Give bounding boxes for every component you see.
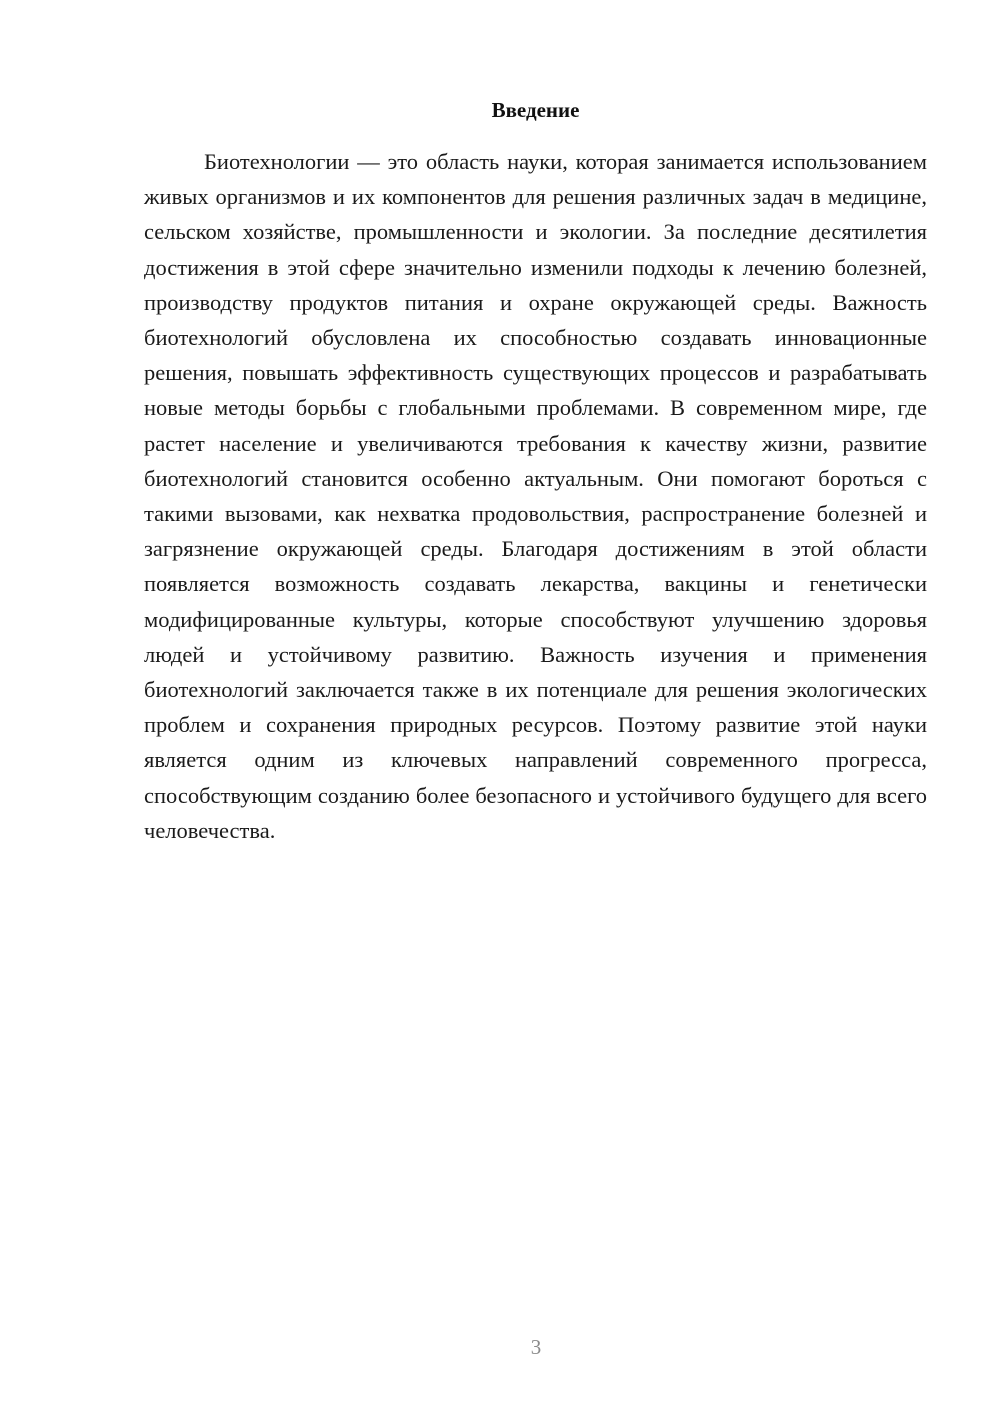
body-paragraph: Биотехнологии — это область науки, которая занимается использованием живых организмов и их компонентов для решения различных задач в медицине, сельском хозяйстве, промышленности и экологии. За последние десятилетия достижения в этой сфере значительно изменили подходы к лечению болезней, производству продуктов питания и охране окружающей среды. Важность биотехнологий обусловлена их способностью создавать инновационные решения, повышать эффективность существующих процессов и разрабатывать новые методы борьбы с глобальными проблемами. В современном мире, где растет население и увеличиваются требования к качеству жизни, развитие биотехнологий становится особенно актуальным. Они помогают бороться с такими вызовами, как нехватка продовольствия, распространение болезней и загрязнение окружающей среды. Благодаря достижениям в этой области появляется возможность создавать лекарства, вакцины и генетически модифицированные культуры, которые способствуют улучшению здоровья людей и устойчивому развитию. Важность изучения и применения биотехнологий заключается также в их потенциале для решения экологических проблем и сохранения природных ресурсов. Поэтому развитие этой науки является одним из ключевых направлений современного прогресса, способствующим созданию более безопасного и устойчивого будущего для всего человечества. (144, 149, 927, 843)
section-title: Введение (491, 98, 580, 122)
page-number: 3 (530, 1335, 542, 1359)
